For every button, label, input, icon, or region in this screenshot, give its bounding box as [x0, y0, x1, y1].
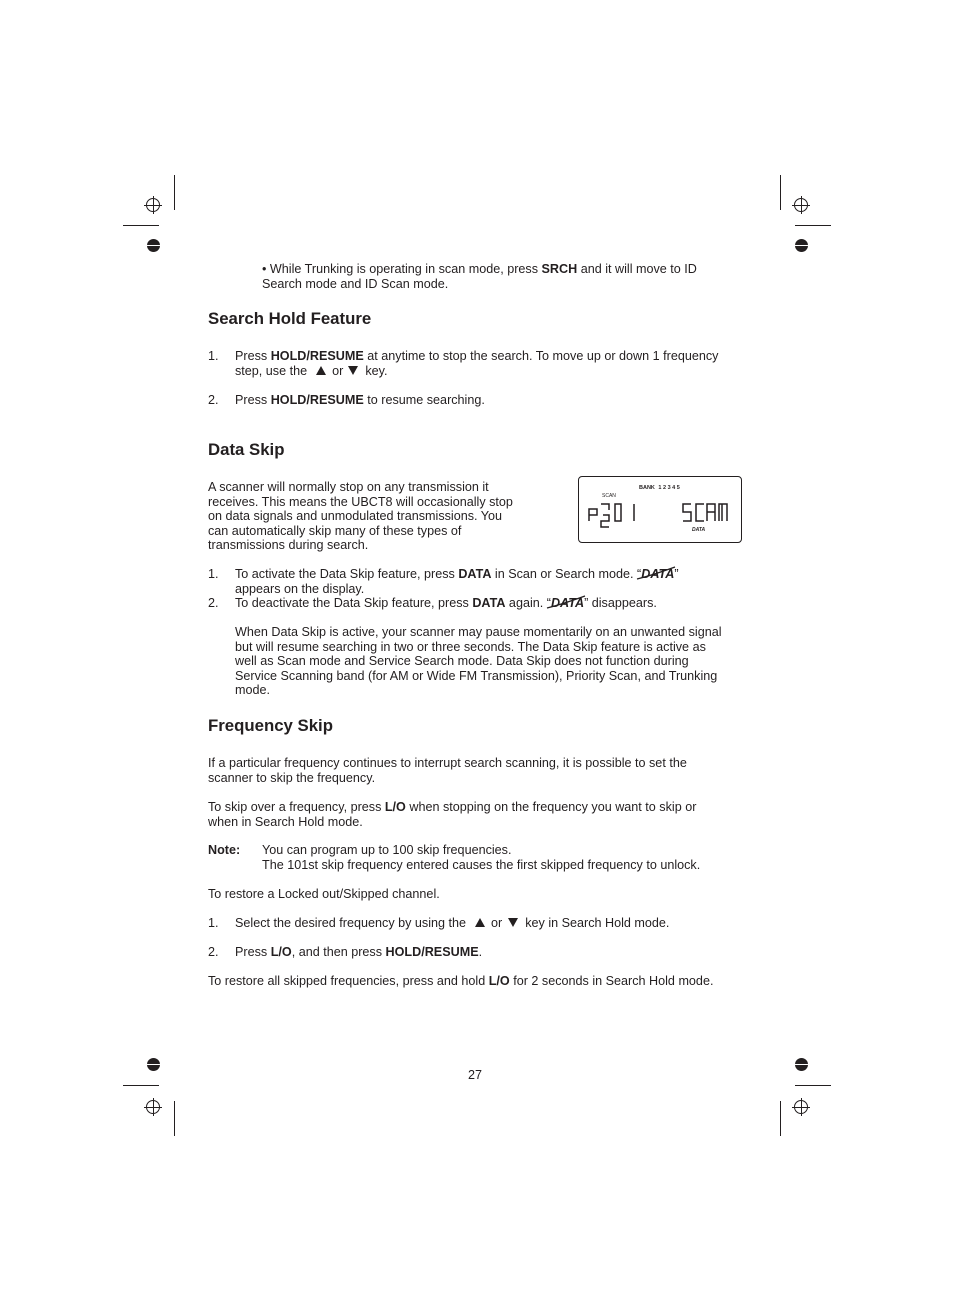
- lcd-display-illustration: [578, 476, 742, 543]
- crop-mark-icon: [795, 225, 831, 226]
- up-triangle-icon: [313, 365, 329, 376]
- intro-bullet: [262, 262, 762, 291]
- restore-all-paragraph: To restore all skipped frequencies, press and hold L/O for 2 seconds in Search Hold mode.: [208, 974, 714, 988]
- registration-target-icon: [794, 1100, 808, 1114]
- lcd-segment-digits: [587, 501, 737, 537]
- down-triangle-icon: [506, 917, 520, 928]
- crop-mark-icon: [780, 175, 781, 210]
- data-skip-icon: DATA: [641, 567, 674, 582]
- registration-dot-icon: [795, 1058, 808, 1071]
- data-skip-step-1: To activate the Data Skip feature, press DATA in Scan or Search mode. “ DATA” appears on the display.: [235, 567, 679, 596]
- intro-bullet-line1: • While Trunking is operating in scan mode, press SRCH and it will move to ID: [262, 262, 697, 276]
- registration-dot-icon: [795, 239, 808, 252]
- data-skip-paragraph: A scanner will normally stop on any transmission it receives. This means the UBCT8 will occasionally stop on data signals and unmodulated transmissions. You can automatically skip many of these types of transmissions during search.: [208, 480, 513, 553]
- restore-intro: To restore a Locked out/Skipped channel.: [208, 887, 440, 901]
- data-skip-note: When Data Skip is active, your scanner may pause momentarily on an unwanted signal but will resume searching in two or three seconds. The Data Skip feature is active as well as Scan mode and Service Search mode. Data Skip does not function during Service Scanning band (for AM or Wide FM Transmission), Priority Scan, and Trunking mode.: [235, 625, 722, 698]
- up-triangle-icon: [472, 917, 488, 928]
- lcd-scan-label: SCAN: [602, 493, 616, 499]
- page-number: 27: [468, 1068, 483, 1082]
- list-number: 1.: [208, 349, 219, 363]
- crop-mark-icon: [795, 1085, 831, 1086]
- search-hold-step-2: Press HOLD/RESUME to resume searching.: [235, 393, 485, 407]
- registration-dot-icon: [147, 239, 160, 252]
- list-number: 1.: [208, 567, 219, 581]
- registration-target-icon: [794, 198, 808, 212]
- section-title-frequency-skip: Frequency Skip: [208, 716, 333, 735]
- down-triangle-icon: [347, 365, 360, 376]
- lcd-data-indicator: DATA: [692, 527, 706, 533]
- frequency-skip-paragraph-2: To skip over a frequency, press L/O when stopping on the frequency you want to skip or when in Search Hold mode.: [208, 800, 697, 829]
- registration-target-icon: [146, 198, 160, 212]
- intro-bullet-line2: Search mode and ID Scan mode.: [262, 276, 449, 291]
- note-text: You can program up to 100 skip frequencies. The 101st skip frequency entered causes the first skipped frequency to unlock.: [262, 843, 701, 872]
- list-number: 1.: [208, 916, 219, 930]
- data-skip-step-2: To deactivate the Data Skip feature, press DATA again. “ DATA” disappears.: [235, 596, 657, 610]
- crop-mark-icon: [123, 225, 159, 226]
- list-number: 2.: [208, 596, 219, 610]
- list-number: 2.: [208, 393, 219, 407]
- crop-mark-icon: [123, 1085, 159, 1086]
- registration-dot-icon: [147, 1058, 160, 1071]
- note-label: Note:: [208, 843, 241, 857]
- data-skip-icon: DATA: [551, 596, 584, 611]
- section-title-search-hold: Search Hold Feature: [208, 309, 372, 328]
- frequency-skip-step-1: Select the desired frequency by using the or key in Search Hold mode.: [235, 916, 670, 930]
- frequency-skip-paragraph-1: If a particular frequency continues to interrupt search scanning, it is possible to set the scanner to skip the frequency.: [208, 756, 687, 785]
- lcd-bank-indicator: BANK 1 2 3 4 5: [639, 485, 680, 491]
- list-number: 2.: [208, 945, 219, 959]
- section-title-data-skip: Data Skip: [208, 440, 285, 459]
- crop-mark-icon: [174, 175, 175, 210]
- registration-target-icon: [146, 1100, 160, 1114]
- crop-mark-icon: [174, 1101, 175, 1136]
- frequency-skip-step-2: Press L/O, and then press HOLD/RESUME.: [235, 945, 483, 959]
- search-hold-step-1: Press HOLD/RESUME at anytime to stop the search. To move up or down 1 frequency step, use the or key.: [235, 349, 719, 378]
- crop-mark-icon: [780, 1101, 781, 1136]
